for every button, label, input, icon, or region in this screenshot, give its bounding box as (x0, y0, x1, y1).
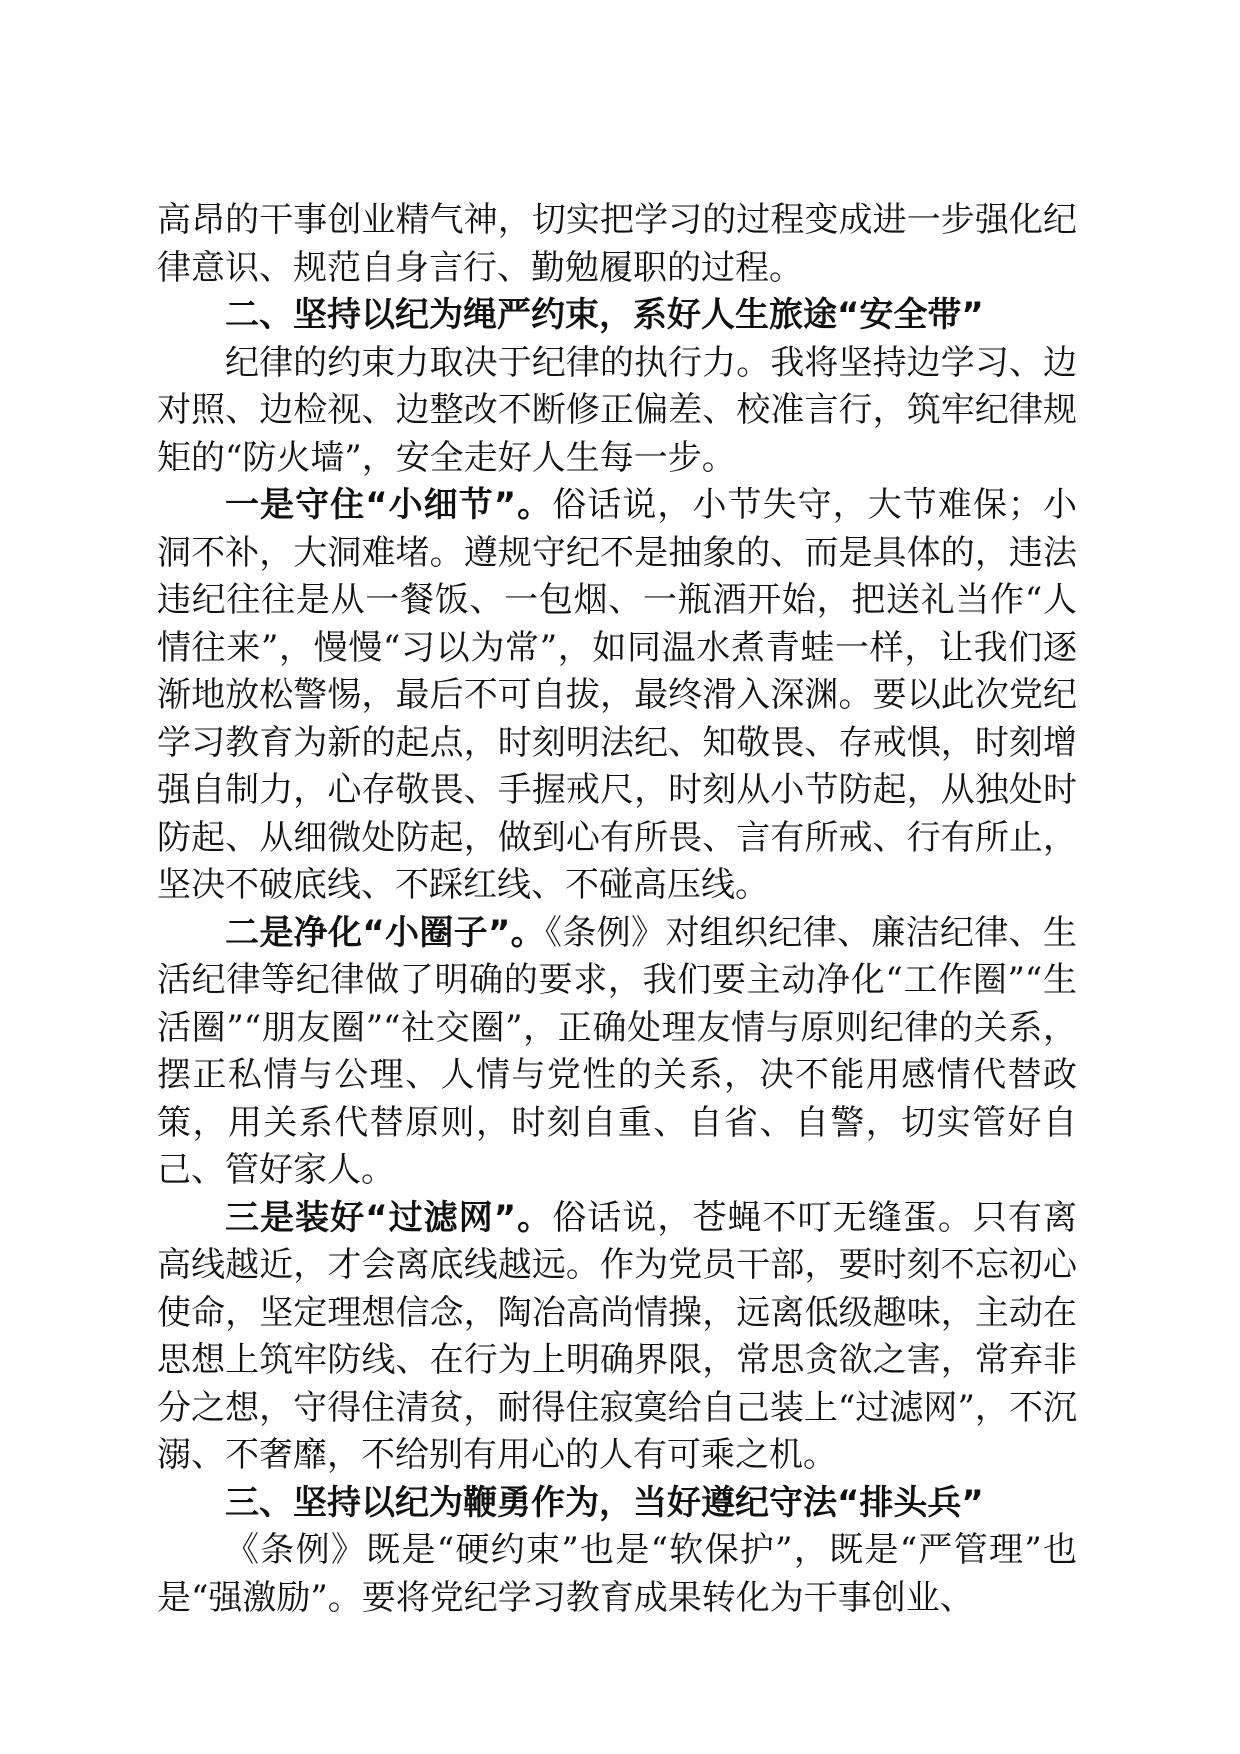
section-2-intro: 纪律的约束力取决于纪律的执行力。我将坚持边学习、边对照、边检视、边整改不断修正偏差、校准言行，筑牢纪律规矩的“防火墙”，安全走好人生每一步。 (157, 342, 1077, 478)
section-heading-2: 二、坚持以纪为绳严约束，系好人生旅途“安全带” (225, 295, 984, 335)
point-lead-1: 一是守住“小细节”。 (225, 485, 553, 525)
point-lead-3: 三是装好“过滤网”。 (225, 1197, 553, 1238)
continuation-paragraph: 高昂的干事创业精气神，切实把学习的过程变成进一步强化纪律意识、规范自身言行、勤勉履职的过程。 (157, 200, 1077, 288)
section-3-intro: 《条例》既是“硬约束”也是“软保护”，既是“严管理”也是“强激励”。要将党纪学习教育成果转化为干事创业、 (157, 1530, 1077, 1618)
point-paragraph-3 (157, 1195, 1077, 1480)
point-body-2: 《条例》对组织纪律、廉洁纪律、生活纪律等纪律做了明确的要求，我们要主动净化“工作圈”“生活圈”“朋友圈”“社交圈”，正确处理友情与原则纪律的关系，摆正私情与公理、人情与党性的关系，决不能用感情代替政策，用关系代替原则，时刻自重、自省、自警，切实管好自己、管好家人。 (157, 912, 1077, 1190)
point-body-1: 俗话说，小节失守，大节难保；小洞不补，大洞难堵。遵规守纪不是抽象的、而是具体的，违法违纪往往是从一餐饭、一包烟、一瓶酒开始，把送礼当作“人情往来”，慢慢“习以为常”，如同温水煮青蛙一样，让我们逐渐地放松警惕，最后不可自拔，最终滑入深渊。要以此次党纪学习教育为新的起点，时刻明法纪、知敬畏、存戒惧，时刻增强自制力，心存敬畏、手握戒尺，时刻从小节防起，从独处时防起、从细微处防起，做到心有所畏、言有所戒、行有所止，坚决不破底线、不踩红线、不碰高压线。 (157, 485, 1077, 905)
point-body-3: 俗话说，苍蝇不叮无缝蛋。只有离高线越近，才会离底线越远。作为党员干部，要时刻不忘初心使命，坚定理想信念，陶冶高尚情操，远离低级趣味，主动在思想上筑牢防线、在行为上明确界限，常思贪欲之害，常弃非分之想，守得住清贫，耐得住寂寞给自己装上“过滤网”，不沉溺、不奢靡，不给别有用心的人有可乘之机。 (157, 1197, 1077, 1475)
point-lead-2: 二是净化“小圈子”。 (225, 912, 546, 953)
point-paragraph-2 (157, 910, 1077, 1195)
document-body (157, 197, 1077, 1622)
section-heading-3: 三、坚持以纪为鞭勇作为，当好遵纪守法“排头兵” (225, 1482, 984, 1523)
point-paragraph-1 (157, 482, 1077, 910)
